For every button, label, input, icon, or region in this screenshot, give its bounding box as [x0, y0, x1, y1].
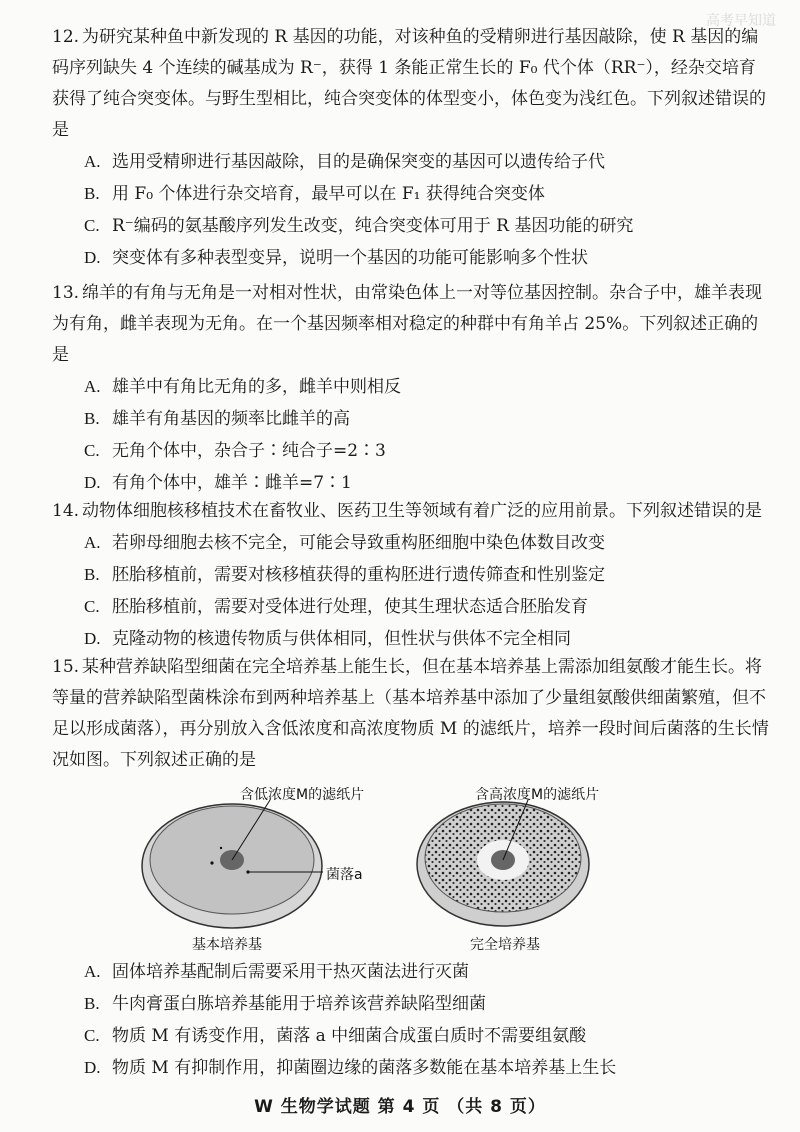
option-text: 无角个体中，杂合子∶纯合子=2∶3 [112, 441, 386, 461]
option-c [52, 1020, 770, 1052]
question-number: 12. [52, 27, 80, 47]
option-label: C. [84, 441, 100, 460]
option-a [52, 146, 770, 178]
watermark: 高考早知道 [706, 13, 776, 29]
question-stem [52, 278, 770, 371]
question-stem [52, 652, 770, 776]
question-stem [52, 496, 770, 527]
option-text: 物质 M 有抑制作用，抑菌圈边缘的菌落多数能在基本培养基上生长 [112, 1058, 617, 1078]
option-label: A. [84, 533, 101, 552]
option-c [52, 591, 770, 623]
option-a [52, 371, 770, 403]
option-text: 克隆动物的核遗传物质与供体相同，但性状与供体不完全相同 [112, 629, 571, 649]
question-12 [52, 22, 770, 274]
question-text: 绵羊的有角与无角是一对相对性状，由常染色体上一对等位基因控制。杂合子中，雄羊表现为有角，雌羊表现为无角。在一个基因频率相对稳定的种群中有角羊占 25%。下列叙述正确的是 [52, 283, 762, 365]
option-label: A. [84, 152, 101, 171]
option-d [52, 623, 770, 655]
option-d [52, 242, 770, 274]
question-15 [52, 652, 770, 776]
question-stem [52, 22, 770, 146]
option-text: 固体培养基配制后需要采用干热灭菌法进行灭菌 [112, 962, 469, 982]
option-label: B. [84, 565, 100, 584]
option-text: 用 F₀ 个体进行杂交培育，最早可以在 F₁ 获得纯合突变体 [112, 184, 545, 204]
colony-dot [220, 847, 222, 849]
option-label: C. [84, 597, 100, 616]
option-b [52, 988, 770, 1020]
option-c [52, 435, 770, 467]
option-text: 有角个体中，雄羊∶雌羊=7∶1 [112, 473, 352, 493]
caption-complete-medium: 完全培养基 [470, 937, 540, 953]
option-label: A. [84, 962, 101, 981]
question-14 [52, 496, 770, 655]
option-label: A. [84, 377, 101, 396]
question-number: 13. [52, 283, 80, 303]
option-a [52, 956, 770, 988]
option-text: 突变体有多种表型变异，说明一个基因的功能可能影响多个性状 [112, 248, 588, 268]
option-label: C. [84, 216, 100, 235]
option-text: 雄羊有角基因的频率比雌羊的高 [112, 409, 350, 429]
option-text: 胚胎移植前，需要对受体进行处理，使其生理状态适合胚胎发育 [112, 597, 588, 617]
basic-medium-dish [142, 800, 323, 928]
option-d [52, 1052, 770, 1084]
option-label: B. [84, 184, 100, 203]
options-list [52, 146, 770, 274]
petri-dish-figure [140, 780, 660, 955]
option-label: C. [84, 1026, 100, 1045]
figure-svg [140, 780, 660, 955]
option-text: 物质 M 有诱变作用，菌落 a 中细菌合成蛋白质时不需要组氨酸 [112, 1026, 587, 1046]
option-b [52, 559, 770, 591]
option-text: 牛肉膏蛋白胨培养基能用于培养该营养缺陷型细菌 [112, 994, 486, 1014]
page-footer: W 生物学试题 第 4 页 （共 8 页） [254, 1097, 546, 1117]
option-d [52, 467, 770, 499]
label-low-disc: 含低浓度M的滤纸片 [240, 787, 365, 803]
question-13 [52, 278, 770, 499]
question-number: 15. [52, 657, 80, 677]
complete-medium-dish [417, 800, 589, 926]
option-text: 选用受精卵进行基因敲除，目的是确保突变的基因可以遗传给子代 [112, 152, 605, 172]
option-a [52, 527, 770, 559]
options-list [52, 956, 770, 1084]
option-label: D. [84, 248, 101, 267]
options-list [52, 371, 770, 499]
question-15-options [52, 956, 770, 1084]
label-high-disc: 含高浓度M的滤纸片 [475, 787, 600, 803]
question-text: 某种营养缺陷型细菌在完全培养基上能生长，但在基本培养基上需添加组氨酸才能生长。将等量的营养缺陷型菌株涂布到两种培养基上（基本培养基中添加了少量组氨酸供细菌繁殖，但不足以形成菌落），再分别放入含低浓度和高浓度物质 M 的滤纸片，培养一段时间后菌落的生长情况如图。下列叙述正确的是 [52, 657, 769, 770]
option-label: D. [84, 629, 101, 648]
option-text: 雄羊中有角比无角的多，雌羊中则相反 [112, 377, 401, 397]
option-label: D. [84, 473, 101, 492]
question-text: 为研究某种鱼中新发现的 R 基因的功能，对该种鱼的受精卵进行基因敲除，使 R 基因的编码序列缺失 4 个连续的碱基成为 R⁻，获得 1 条能正常生长的 F₀ 代个体（RR⁻），经杂交培育获得了纯合突变体。与野生型相比，纯合突变体的体型变小，体色变为浅红色。下列叙述错误的是 [52, 27, 766, 140]
caption-basic-medium: 基本培养基 [192, 937, 262, 953]
option-text: 胚胎移植前，需要对核移植获得的重构胚进行遗传筛查和性别鉴定 [112, 565, 605, 585]
option-b [52, 403, 770, 435]
option-label: B. [84, 994, 100, 1013]
question-number: 14. [52, 501, 80, 521]
options-list [52, 527, 770, 655]
option-label: B. [84, 409, 100, 428]
option-text: R⁻编码的氨基酸序列发生改变，纯合突变体可用于 R 基因功能的研究 [112, 216, 634, 236]
question-text: 动物体细胞核移植技术在畜牧业、医药卫生等领域有着广泛的应用前景。下列叙述错误的是 [82, 501, 762, 521]
option-text: 若卵母细胞去核不完全，可能会导致重构胚细胞中染色体数目改变 [112, 533, 605, 553]
option-b [52, 178, 770, 210]
colony-dot [210, 861, 213, 864]
option-label: D. [84, 1058, 101, 1077]
label-colony-a: 菌落a [326, 867, 363, 883]
option-c [52, 210, 770, 242]
